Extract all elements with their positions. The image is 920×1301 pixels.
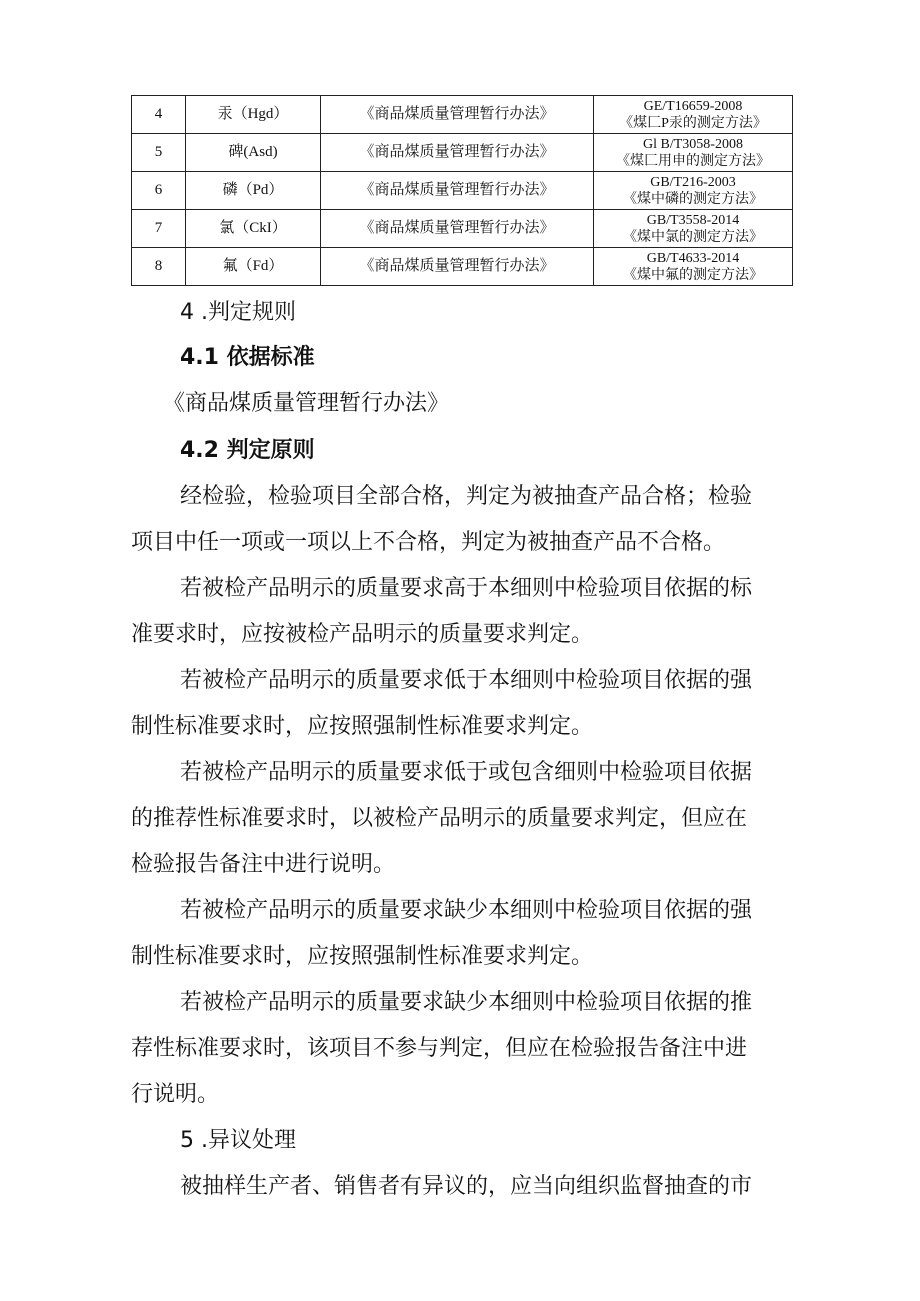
paragraph-line: 经检验，检验项目全部合格，判定为被抽查产品合格；检验	[180, 484, 753, 509]
judgment-basis: 《商品煤质量管理暂行办法》	[321, 172, 594, 210]
paragraph-line: 制性标准要求时，应按照强制性标准要求判定。	[131, 944, 594, 969]
paragraph-line: 被抽样生产者、销售者有异议的，应当向组织监督抽查的市	[180, 1174, 753, 1199]
section-4-heading: 4 .判定规则	[180, 300, 296, 325]
basis-document: 《商品煤质量管理暂行办法》	[163, 391, 450, 416]
test-method-title: 《煤匚P汞的测定方法》	[619, 115, 767, 131]
test-method-standard: GB/T216-2003	[650, 174, 736, 190]
paragraph-line: 若被检产品明示的质量要求高于本细则中检验项目依据的标	[180, 576, 753, 601]
judgment-basis: 《商品煤质量管理暂行办法》	[321, 134, 594, 172]
test-method	[594, 134, 793, 172]
table-row	[132, 248, 793, 286]
row-index: 6	[132, 172, 186, 210]
paragraph-line: 若被检产品明示的质量要求低于本细则中检验项目依据的强	[180, 668, 753, 693]
row-index: 5	[132, 134, 186, 172]
paragraph-line: 准要求时，应按被检产品明示的质量要求判定。	[131, 622, 594, 647]
test-method	[594, 210, 793, 248]
table-row	[132, 96, 793, 134]
test-items-table	[131, 95, 793, 286]
test-method-standard: GB/T3558-2014	[646, 212, 740, 228]
judgment-basis: 《商品煤质量管理暂行办法》	[321, 210, 594, 248]
test-method	[594, 172, 793, 210]
row-index: 8	[132, 248, 186, 286]
paragraph-line: 制性标准要求时，应按照强制性标准要求判定。	[131, 714, 594, 739]
test-method-title: 《煤匚用申的测定方法》	[616, 153, 770, 169]
paragraph-line: 项目中任一项或一项以上不合格，判定为被抽查产品不合格。	[131, 530, 726, 555]
test-method	[594, 248, 793, 286]
row-index: 7	[132, 210, 186, 248]
test-item: 氯（CkI）	[186, 210, 321, 248]
section-4-2-heading: 4.2 判定原则	[180, 438, 315, 463]
paragraph-line: 检验报告备注中进行说明。	[131, 852, 396, 877]
table-row	[132, 134, 793, 172]
test-method-standard: Gl B/T3058-2008	[643, 136, 743, 152]
test-method-title: 《煤中氟的测定方法》	[623, 267, 763, 283]
section-4-1-heading: 4.1 依据标准	[180, 345, 315, 370]
row-index: 4	[132, 96, 186, 134]
paragraph-line: 若被检产品明示的质量要求缺少本细则中检验项目依据的强	[180, 898, 753, 923]
paragraph-line: 的推荐性标准要求时，以被检产品明示的质量要求判定，但应在	[131, 806, 748, 831]
judgment-basis: 《商品煤质量管理暂行办法》	[321, 96, 594, 134]
test-item: 氟（Fd）	[186, 248, 321, 286]
test-item: 碑(Asd)	[186, 134, 321, 172]
paragraph-line: 若被检产品明示的质量要求低于或包含细则中检验项目依据	[180, 760, 753, 785]
paragraph-line: 若被检产品明示的质量要求缺少本细则中检验项目依据的推	[180, 990, 753, 1015]
table-row	[132, 172, 793, 210]
test-item: 汞（Hgd）	[186, 96, 321, 134]
test-method-standard: GB/T4633-2014	[646, 250, 740, 266]
section-5-heading: 5 .异议处理	[180, 1128, 296, 1153]
test-method	[594, 96, 793, 134]
paragraph-line: 行说明。	[131, 1082, 220, 1107]
table-row	[132, 210, 793, 248]
paragraph-line: 荐性标准要求时，该项目不参与判定，但应在检验报告备注中进	[131, 1036, 748, 1061]
judgment-basis: 《商品煤质量管理暂行办法》	[321, 248, 594, 286]
test-item: 磷（Pd）	[186, 172, 321, 210]
test-method-standard: GE/T16659-2008	[643, 98, 743, 114]
test-method-title: 《煤中磷的测定方法》	[623, 191, 763, 207]
test-method-title: 《煤中氯的测定方法》	[623, 229, 763, 245]
